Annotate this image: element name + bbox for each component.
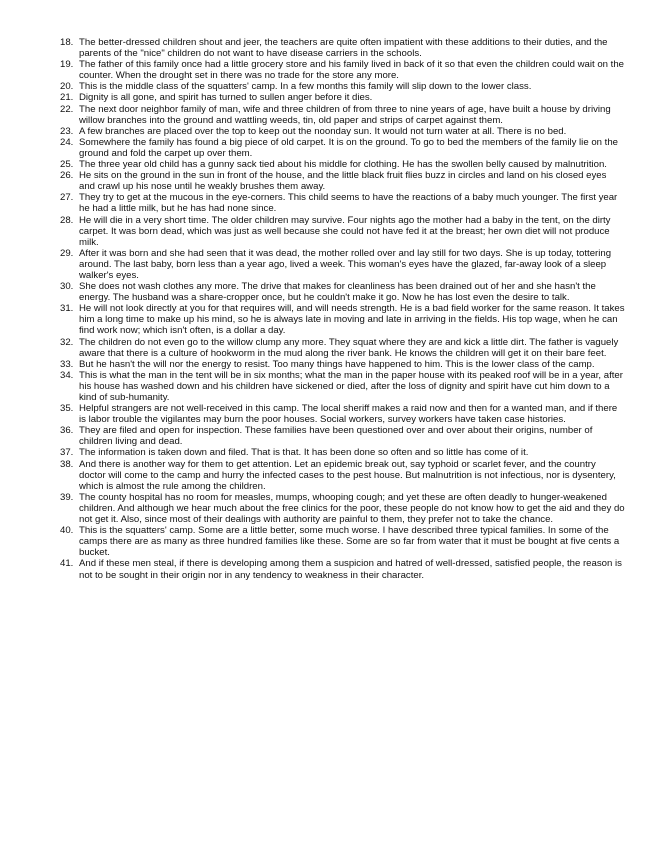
item-text: Somewhere the family has found a big piece of old carpet. It is on the ground. To go to bed the members of the family lie on the ground and fold the carpet up over them. <box>79 136 618 159</box>
item-text: After it was born and she had seen that it was dead, the mother rolled over and lay still for two days. She is up today, tottering around. The last baby, born less than a year ago, lived a week. This woman's eyes have the glazed, far-away look of a sleep walker's eyes. <box>79 247 612 281</box>
item-text: The next door neighbor family of man, wife and three children of from three to nine years of age, have built a house by driving willow branches into the ground and wattling weeds, tin, old paper and strips of carpet against them. <box>79 103 611 126</box>
item-text: The children do not even go to the willow clump any more. They squat where they are and kick a little dirt. The father is vaguely aware that there is a culture of hookworm in the mud along the river bank. He knows the children will get it on their bare feet. <box>79 336 619 359</box>
list-item <box>60 81 625 92</box>
list-item <box>60 558 625 580</box>
item-number: 38. <box>60 458 74 470</box>
list-item <box>60 425 625 447</box>
list-item <box>60 459 625 492</box>
item-number: 35. <box>60 403 74 415</box>
item-text: The better-dressed children shout and jeer, the teachers are quite often impatient with these additions to their duties, and the parents of the "nice" children do not want to have disease carriers in the schools. <box>79 37 608 60</box>
numbered-paragraph-list <box>60 37 625 581</box>
item-text: He will die in a very short time. The older children may survive. Four nights ago the mother had a baby in the tent, on the dirty carpet. It was born dead, which was just as well because she could not have fed it at the breast; her own diet will not produce milk. <box>79 214 611 248</box>
item-text: They are filed and open for inspection. These families have been questioned over and over about their origins, number of children living and dead. <box>79 425 593 448</box>
list-item <box>60 359 625 370</box>
list-item <box>60 370 625 403</box>
item-number: 18. <box>60 37 74 48</box>
item-number: 36. <box>60 425 74 437</box>
item-number: 19. <box>60 59 74 71</box>
item-text: Helpful strangers are not well-received in this camp. The local sheriff makes a raid now and then for a wanted man, and if there is labor trouble the vigilantes may burn the poor houses. Social workers, survey workers have taken case histories. <box>79 403 618 426</box>
item-number: 20. <box>60 81 74 93</box>
item-text: The county hospital has no room for measles, mumps, whooping cough; and yet these are often deadly to hunger-weakened children. And although we hear much about the free clinics for the poor, these people do not know how to get the aid and they do not get it. Also, since most of their dealings with authority are painful to them, they prefer not to take the chance. <box>79 491 625 526</box>
item-number: 23. <box>60 125 74 137</box>
item-text: She does not wash clothes any more. The drive that makes for cleanliness has been drained out of her and she hasn't the energy. The husband was a share-cropper once, but he couldn't make it go. Now he has lost even the desire to talk. <box>79 281 596 304</box>
item-number: 29. <box>60 247 74 259</box>
item-number: 33. <box>60 358 74 370</box>
list-item <box>60 126 625 137</box>
item-text: And there is another way for them to get attention. Let an epidemic break out, say typhoid or scarlet fever, and the country doctor will come to the camp and hurry the infected cases to the pest house. But malnutrition is not infectious, nor is dysentery, which is almost the rule among the children. <box>79 458 616 492</box>
list-item <box>60 525 625 558</box>
list-item <box>60 215 625 248</box>
item-number: 32. <box>60 336 74 348</box>
list-item <box>60 281 625 303</box>
item-number: 41. <box>60 558 74 570</box>
item-text: This is what the man in the tent will be in six months; what the man in the paper house with its peaked roof will be in a year, after his house has washed down and his children have sickened or died, after the loss of dignity and spirit have cut him down to a kind of sub-humanity. <box>79 369 623 403</box>
item-number: 40. <box>60 525 74 537</box>
item-number: 31. <box>60 303 74 315</box>
list-item <box>60 170 625 192</box>
item-number: 39. <box>60 491 74 503</box>
list-item <box>60 192 625 214</box>
item-text: This is the middle class of the squatters' camp. In a few months this family will slip down to the lower class. <box>79 81 532 93</box>
item-number: 22. <box>60 103 74 115</box>
item-number: 25. <box>60 159 74 171</box>
item-text: A few branches are placed over the top to keep out the noonday sun. It would not turn water at all. There is no bed. <box>79 125 567 137</box>
item-text: This is the squatters' camp. Some are a little better, some much worse. I have described three typical families. In some of the camps there are as many as three hundred families like these. Some are so far from water that it must be bought at five cents a bucket. <box>79 525 620 559</box>
list-item <box>60 403 625 425</box>
item-text: The information is taken down and filed. That is that. It has been done so often and so little has come of it. <box>79 447 529 459</box>
list-item <box>60 248 625 281</box>
item-number: 30. <box>60 281 74 293</box>
item-text: He will not look directly at you for that requires will, and will needs strength. He is a bad field worker for the same reason. It takes him a long time to make up his mind, so he is always late in moving and late in arriving in the fields. His top wage, when he can find work now; which isn't often, is a dollar a day. <box>79 303 625 337</box>
list-item <box>60 59 625 81</box>
item-number: 24. <box>60 136 74 148</box>
list-item <box>60 303 625 336</box>
list-item <box>60 337 625 359</box>
item-number: 37. <box>60 447 74 459</box>
item-text: Dignity is all gone, and spirit has turned to sullen anger before it dies. <box>79 92 373 104</box>
list-item <box>60 492 625 525</box>
item-text: He sits on the ground in the sun in front of the house, and the little black fruit flies buzz in circles and land on his closed eyes and crawl up his nose until he weakly brushes them away. <box>79 170 607 193</box>
list-item <box>60 37 625 59</box>
list-item <box>60 104 625 126</box>
item-number: 26. <box>60 170 74 182</box>
item-text: But he hasn't the will nor the energy to resist. Too many things have happened to him. This is the lower class of the camp. <box>79 358 595 370</box>
item-text: They try to get at the mucous in the eye-corners. This child seems to have the reactions of a baby much younger. The first year he had a little milk, but he has had none since. <box>79 192 618 215</box>
item-number: 27. <box>60 192 74 204</box>
item-text: And if these men steal, if there is developing among them a suspicion and hatred of well-dressed, satisfied people, the reason is not to be sought in their origin nor in any tendency to weakness in their character. <box>79 558 622 581</box>
list-item <box>60 447 625 458</box>
list-item <box>60 159 625 170</box>
item-number: 28. <box>60 214 74 226</box>
item-text: The father of this family once had a little grocery store and his family lived in back of it so that even the children could wait on the counter. When the drought set in there was no trade for the store any more. <box>79 59 624 82</box>
item-number: 21. <box>60 92 74 104</box>
item-text: The three year old child has a gunny sack tied about his middle for clothing. He has the swollen belly caused by malnutrition. <box>79 159 607 171</box>
list-item <box>60 92 625 103</box>
list-item <box>60 137 625 159</box>
item-number: 34. <box>60 369 74 381</box>
